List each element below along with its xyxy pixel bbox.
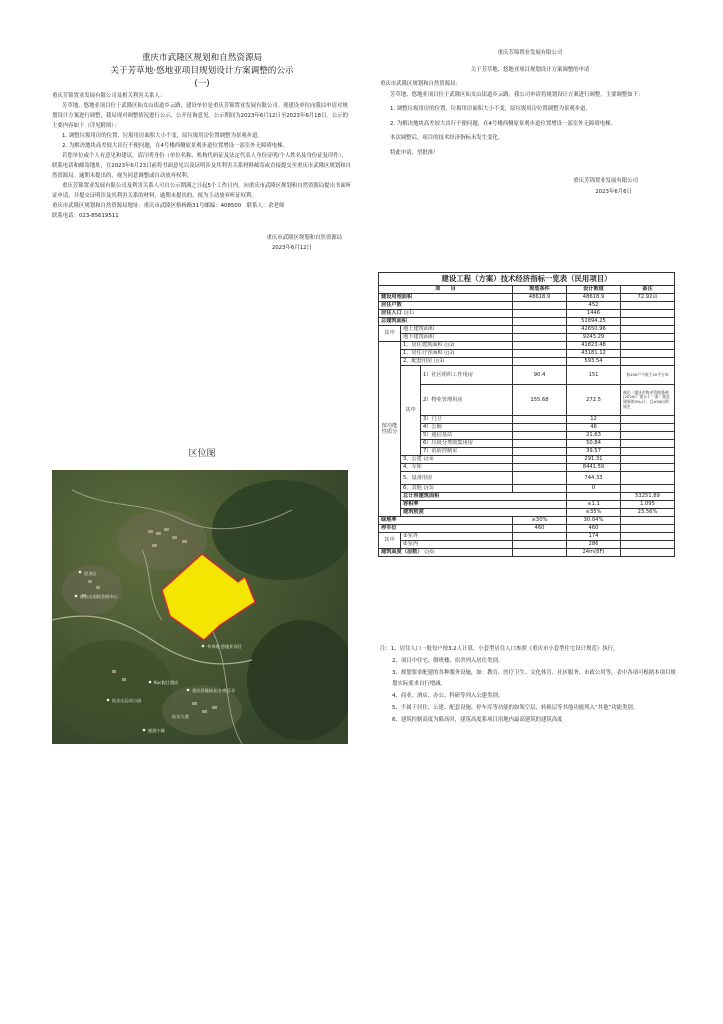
- letter-item-2: 2. 为解决地块高差较大出行不便问题，在4号楼西侧原景观步道位置增设一部室外无障碍电梯。: [390, 120, 616, 127]
- notice-contact-phone: 联系电话：023-85619511: [52, 213, 119, 219]
- table-row: 6）垃圾分类收集用房 50.84: [379, 440, 675, 448]
- satellite-image: [52, 470, 348, 744]
- header-design: 设计数值: [567, 286, 621, 294]
- table-row: 2）物业管理用房 155.68 272.5 满足《重庆市物业管理条例(2020)》第五十一条：按总建面的3‰计，且≥50㎡的规定: [379, 385, 675, 416]
- table-row: 1、居住计容面积 (注2) 43181.12: [379, 350, 675, 358]
- table-row: 停车位 460 460: [379, 525, 675, 533]
- letter-paragraph-1: 芳草地、悠地亚项目位于武隆区仙女山街道乡云路，我公司申请将规划设计方案进行调整，主要调整如下：: [390, 91, 644, 98]
- public-notice: [52, 52, 352, 253]
- letter-subject: 关于芳草地、悠地亚项目规划设计方案调整的申请: [470, 66, 590, 73]
- table-row: 总计容建筑面积 53251.89: [379, 493, 675, 501]
- notice-signature: 重庆市武隆区规划和自然资源局: [266, 235, 342, 241]
- notice-title-1: 重庆市武隆区规划和自然资源局: [141, 53, 263, 63]
- header-item: 项 目: [379, 286, 513, 294]
- note-6: 6、建筑控制高度为限高时，建筑高度系项目用地内最高建筑的建筑高度: [392, 716, 563, 723]
- table-row: 7）消防控制室 39.57: [379, 448, 675, 456]
- table-row: 5、设备用房 744.33: [379, 472, 675, 485]
- table-caption: 建设工程（方案）技术经济指标一览表（民用项目）: [379, 273, 675, 286]
- notice-paragraph-1: 芳草地、悠地亚项目位于武隆区仙女山街道乡云路，建设单位是重庆芳锦置业发展有限公司。现建设单位向我局申请对规划设计方案进行调整，我局现对调整情况进行公示，公开征询意见。公示期间为2023年6月12日至2023年6月18日。公示的主要内容如下（详见附图）：: [52, 103, 348, 129]
- header-plan: 规划条件: [513, 286, 567, 294]
- table-row: 6、其他 (注5) 0: [379, 485, 675, 493]
- location-map: [52, 470, 348, 744]
- map-title: 区位图: [188, 449, 216, 459]
- table-row: 居住人口 (注1) 1446: [379, 310, 675, 318]
- table-row: 2、配套用房 (注3) 593.54: [379, 358, 675, 366]
- notice-item-1: 1. 调整垃圾用房的位置，垃圾用房面积大小不变，原垃圾用房位置调整为景观步道。: [62, 133, 263, 139]
- table-row: 绿地率 ≥30% 30.04%: [379, 517, 675, 525]
- table-row: 4）公厕 46: [379, 424, 675, 432]
- notice-title-2: 关于芳草地·悠地亚项目规划设计方案调整的公示: [110, 66, 294, 76]
- map-label-sports-park: 仙女山运动公园: [112, 698, 142, 703]
- letter-addressee: 重庆市武隆区规划和自然资源局：: [380, 81, 461, 87]
- table-row: 容积率 ≤1.1 1.095: [379, 501, 675, 509]
- table-row: 4、车库 8441.59: [379, 464, 675, 472]
- map-label-project: 芳草地·悠地亚项目: [207, 644, 242, 649]
- letter-company: 重庆芳锦置业发展有限公司: [497, 50, 563, 56]
- table-row: 居住户数 452: [379, 302, 675, 310]
- table-row: 其中 地上建筑面积 42650.96: [379, 326, 675, 334]
- table-row: 其中 1）社区组织工作用房 90.4 151 每100户不低于20平方米: [379, 366, 675, 385]
- table-row: 建筑密度 ≤35% 23.56%: [379, 509, 675, 517]
- group-label-sub: 其中: [401, 366, 421, 456]
- note-4: 4、商业、酒店、办公、科研等列入公建类别；: [392, 693, 504, 700]
- table-row: ②室内 286: [379, 541, 675, 549]
- table-notes: [380, 644, 676, 727]
- map-label-happy-valley: 重庆武隆仙女山·欢乐谷: [192, 688, 236, 693]
- notice-date: 2023年6月12日: [271, 245, 312, 251]
- notice-paragraph-3: 重庆芳锦置业发展有限公司及利害关系人可自公示期满之日起5个工作日内，向重庆市武隆区规划和自然资源局提出书面听证申请，并提交证明涉及其利害关系的材料，逾期未提出的，视为主动放弃听证权利。: [52, 183, 352, 199]
- table-row: 建筑高度（层数） (注6) 24m(8F): [379, 549, 675, 557]
- table-row: 3）门卫 12: [379, 416, 675, 424]
- table-row: 3、公建 (注4) 291.31: [379, 456, 675, 464]
- notice-item-2: 2. 为解决地块高差较大出行不便问题，在4号楼西侧原景观步道位置增设一部室外无障碍电梯。: [62, 143, 288, 149]
- map-label-expo: 仙女山国际会展中心: [80, 594, 118, 599]
- map-label-dorm: 宿舍区: [84, 571, 97, 576]
- table-row: 5）通信基站 21.63: [379, 432, 675, 440]
- letter-signature: 重庆芳锦置业发展有限公司: [573, 178, 638, 184]
- table-row: 建设用地面积 48618.9 48618.9 72.92亩: [379, 294, 675, 302]
- letter-paragraph-2: 本次调整后，项目的技术经济指标未发生变化。: [390, 135, 504, 141]
- notice-contact-address: 重庆市武隆区规划和自然资源局地址：重庆市武隆区格杨路31号邮编：408500 联系人：余老师: [52, 203, 285, 209]
- notice-addressee: 重庆芳锦置业发展有限公司及相关利害关系人：: [52, 93, 166, 99]
- table-row: 按功能性质分 1、居住建筑面积 (注2) 41823.48: [379, 342, 675, 350]
- note-1: 注：1、居住人口一般每户按3.2人计算，小套型居住人口参照《重庆市小套型住宅设计规范》执行。: [380, 646, 619, 652]
- letter-date: 2023年6月6日: [595, 188, 632, 195]
- map-label-hotel: Kuc假日酒店: [154, 680, 179, 685]
- table-row: 地下建筑面积 9243.29: [379, 334, 675, 342]
- technical-indicator-table: [378, 272, 674, 557]
- note-3: 3、规划要求配建的各种服务设施，如：教育、医疗卫生、文化体育、社区服务、市政公用等，表中各项可根据本项目规划实际要求自行增减。: [392, 669, 676, 688]
- group-label-parking: 其中: [379, 533, 401, 549]
- application-letter: [380, 48, 680, 197]
- note-2: 2、项目中住宅、倒班楼、宿舍列入居住类别。: [392, 657, 504, 664]
- group-label: 其中: [379, 326, 401, 342]
- map-label-town: 旅游小镇: [148, 728, 165, 733]
- map-label-avenue: 仙女大道: [172, 714, 189, 719]
- table-row: 其中 ①室外 174: [379, 533, 675, 541]
- table-row: 总建筑面积 51894.25: [379, 318, 675, 326]
- letter-item-1: 1. 调整垃圾用房的位置，垃圾用房面积大小不变，原垃圾用房位置调整为景观步道。: [390, 106, 591, 112]
- header-note: 备注: [621, 286, 675, 294]
- notice-title-3: (一): [194, 79, 210, 89]
- note-5: 5、不属于居住、公建、配套设施、停车库等功能的如架空层、转换层等其他功能列入“其他”功能类别。: [392, 704, 639, 711]
- notice-paragraph-2: 若您单位或个人有意见和建议，请注明身份（单位名称、机构代码证及法定代表人身份证明/个人姓名及身份证复印件），联系电话和邮寄地址，在2023年6月23日前将书面意见以及证明涉及其利害关系材料邮寄或直接提交至重庆市武隆区规划和自然资源局。逾期未提出的，视为同意调整或自动放弃权利。: [52, 153, 351, 179]
- letter-paragraph-3: 特此申请，望批准！: [390, 149, 439, 156]
- group-label-function: 按功能性质分: [379, 342, 401, 517]
